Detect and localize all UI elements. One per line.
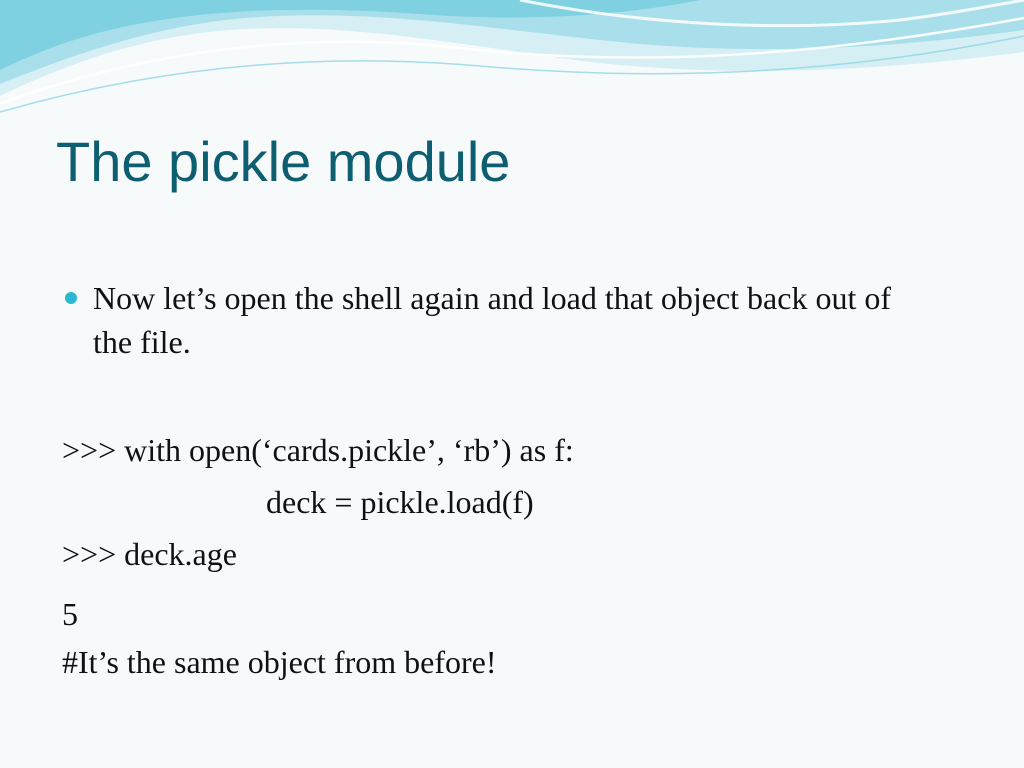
output-value: 5 [62, 596, 78, 632]
bullet-text: Now let’s open the shell again and load that object back out of the file. [93, 280, 891, 360]
header-wave-decoration [0, 0, 1024, 130]
comment-line: #It’s the same object from before! [62, 644, 497, 680]
code-line-load: deck = pickle.load(f) [266, 484, 534, 520]
slide-title: The pickle module [56, 130, 511, 193]
code-line-deck-age: >>> deck.age [62, 536, 237, 572]
bullet-dot-icon [65, 292, 77, 304]
code-line-open: >>> with open(‘cards.pickle’, ‘rb’) as f: [62, 432, 574, 468]
bullet-item [62, 276, 962, 364]
